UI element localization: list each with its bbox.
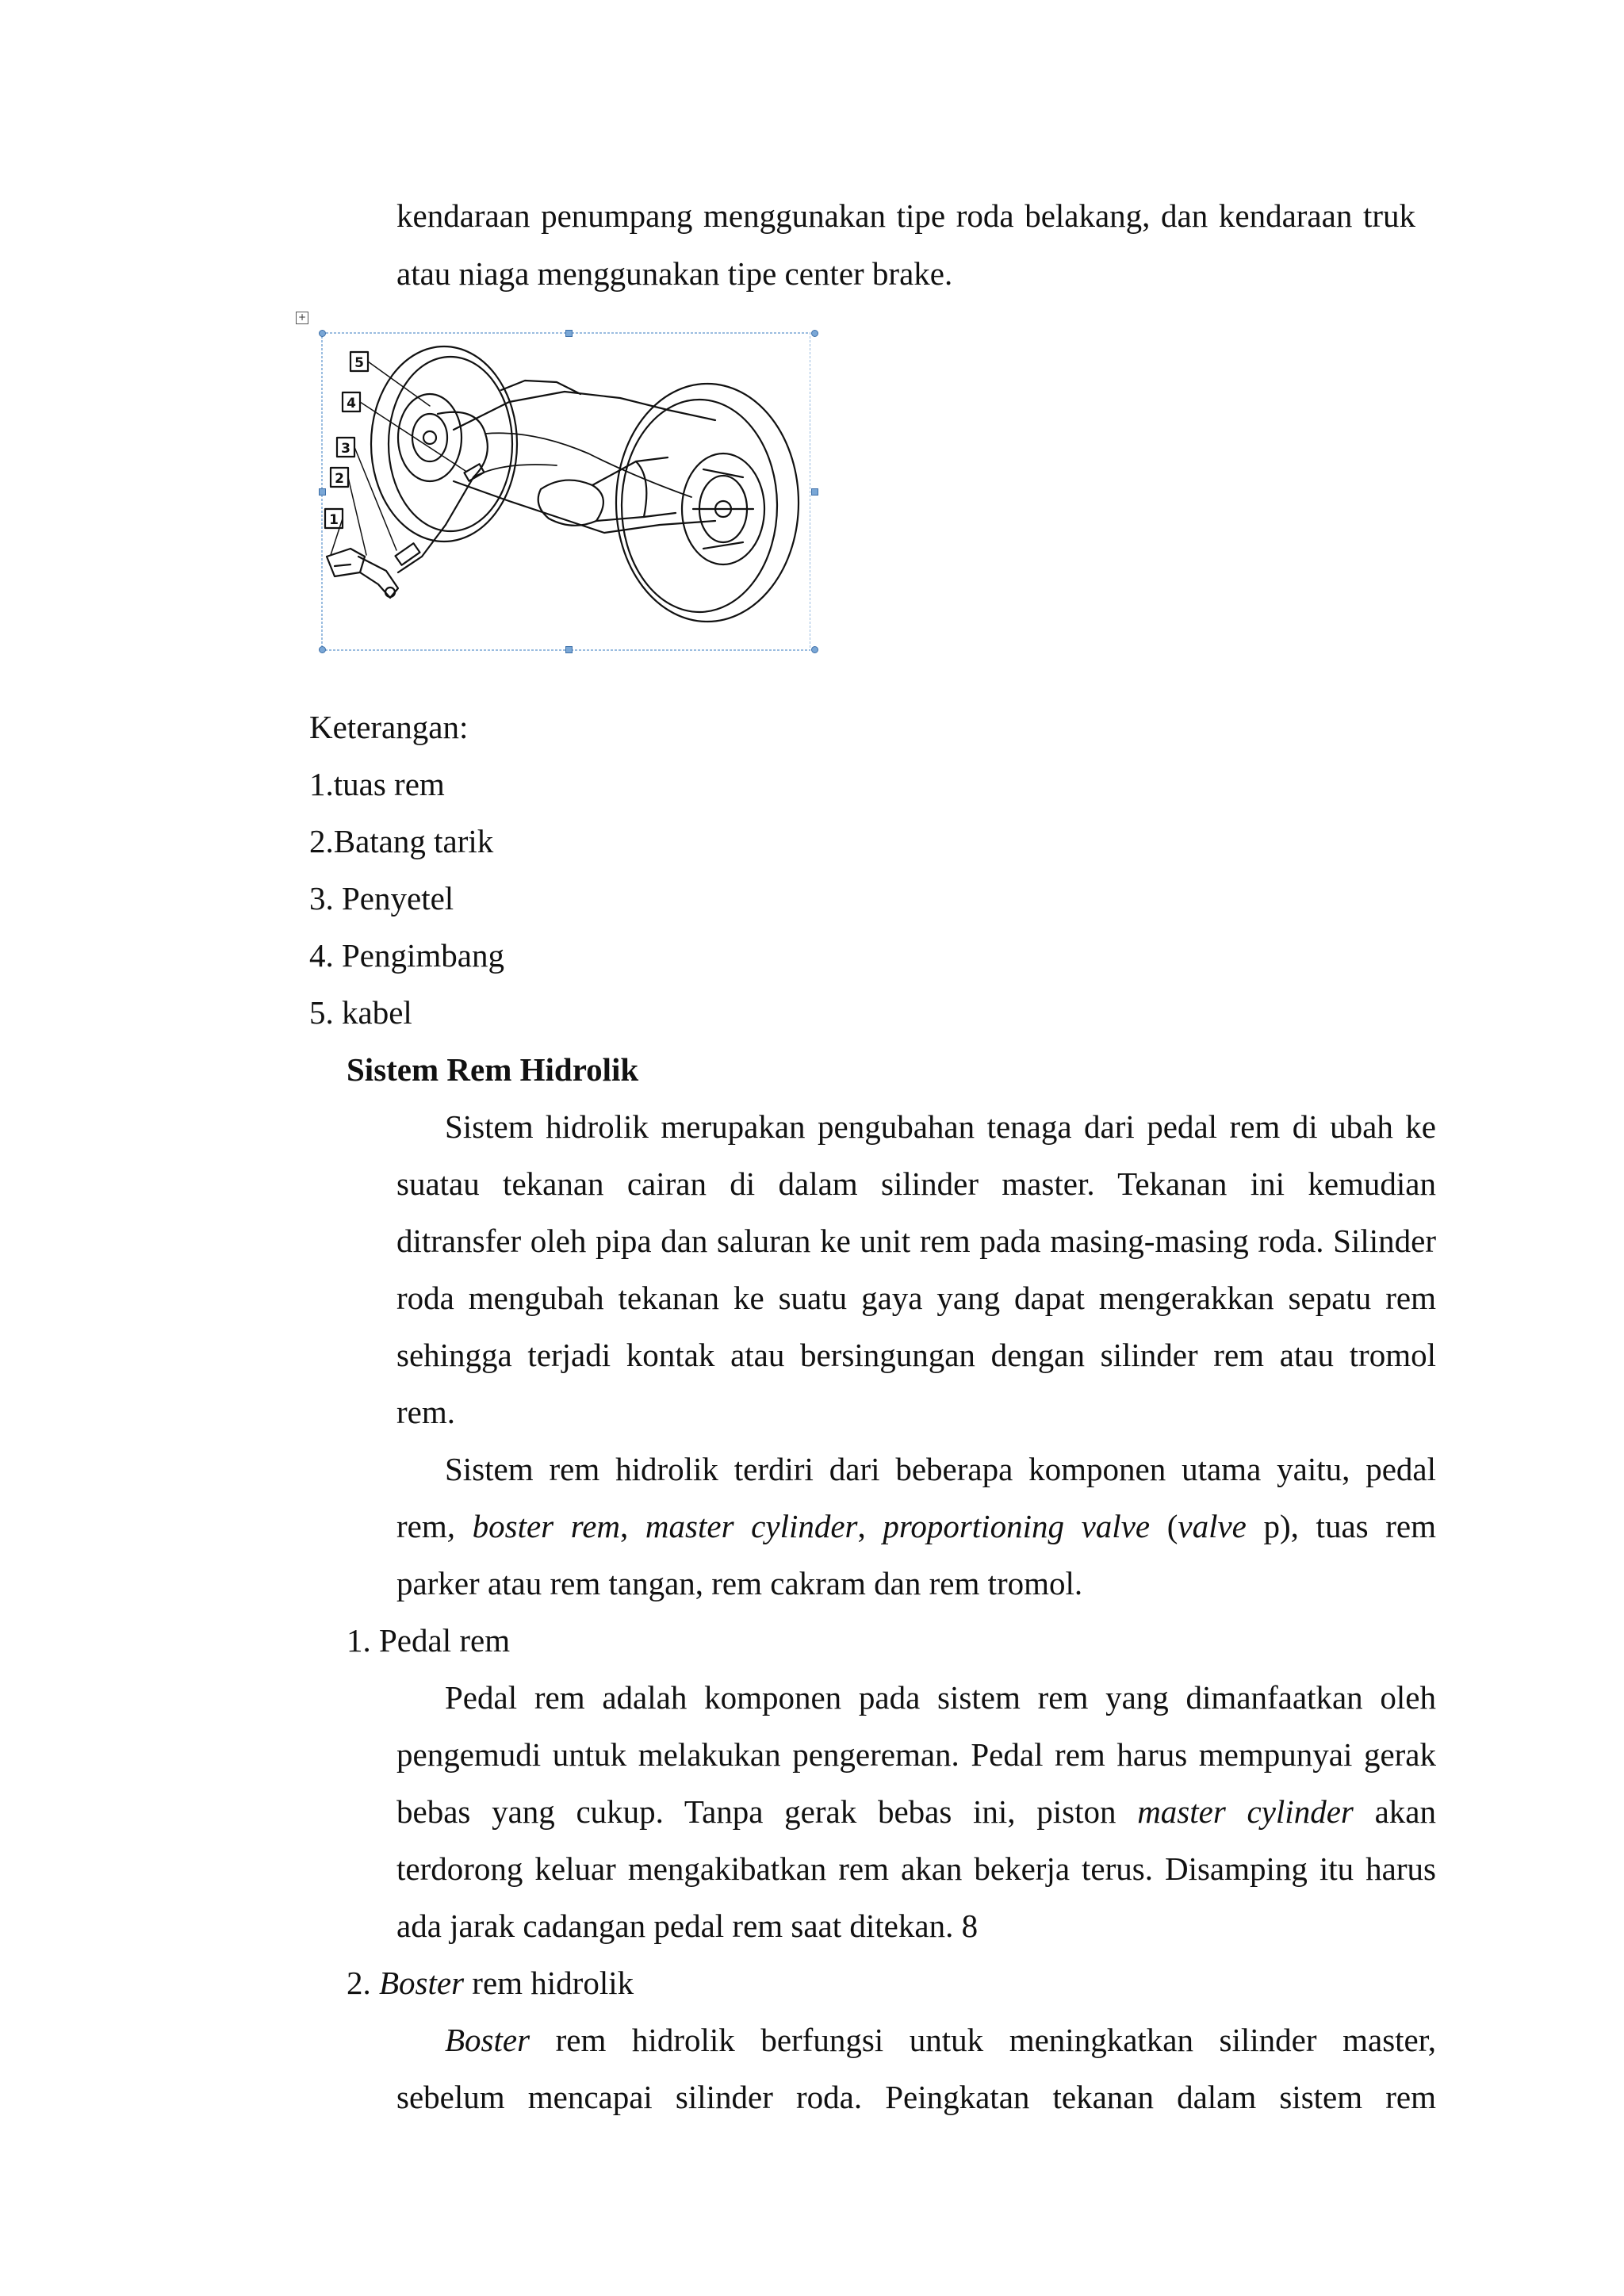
para2-term-valve: valve <box>1178 1508 1247 1544</box>
para2-text: , <box>446 1508 473 1544</box>
callout-5: 5 <box>354 355 364 371</box>
item2-heading <box>347 1963 634 2003</box>
resize-handle-top-left[interactable] <box>319 330 326 337</box>
resize-handle-bottom-left[interactable] <box>319 646 326 653</box>
legend-item-5: 5. kabel <box>309 994 412 1031</box>
para2-term-boster: boster rem <box>472 1508 621 1544</box>
para2-line-1: Sistem rem hidrolik terdiri dari beberapa komponen utama yaitu, pedal <box>445 1451 1436 1487</box>
para2-text: p), tuas rem <box>1246 1508 1436 1544</box>
para2-line-2 <box>396 1506 1436 1546</box>
item2-line-2: sebelum mencapai silinder roda. Peingkatan tekanan dalam sistem rem <box>396 2079 1436 2115</box>
para1-line-4: roda mengubah tekanan ke suatu gaya yang dapat mengerakkan sepatu rem <box>396 1280 1436 1316</box>
item2-heading-rest: rem hidrolik <box>464 1965 634 2001</box>
callout-2: 2 <box>335 471 344 487</box>
resize-handle-bottom[interactable] <box>565 646 573 653</box>
item2-line-1 <box>445 2020 1436 2060</box>
item2-term-boster: Boster <box>445 2022 530 2058</box>
para2-text: , <box>857 1508 883 1544</box>
legend-title: Keterangan: <box>309 709 469 745</box>
item1-line-3 <box>396 1792 1436 1831</box>
callout-1: 1 <box>329 512 339 528</box>
para1-line-5: sehingga terjadi kontak atau bersingungan dengan silinder rem atau tromol <box>396 1337 1436 1373</box>
item1-term-master-cylinder: master cylinder <box>1137 1793 1354 1830</box>
resize-handle-left[interactable] <box>319 488 326 496</box>
resize-handle-top[interactable] <box>565 330 573 337</box>
item2-text: rem hidrolik berfungsi untuk meningkatkan silinder master, <box>530 2022 1436 2058</box>
item1-heading: 1. Pedal rem <box>347 1622 511 1659</box>
resize-handle-top-right[interactable] <box>811 330 818 337</box>
callout-4: 4 <box>347 396 356 411</box>
resize-handle-bottom-right[interactable] <box>811 646 818 653</box>
legend-item-3: 3. Penyetel <box>309 880 454 916</box>
item1-line-4: terdorong keluar mengakibatkan rem akan bekerja terus. Disamping itu harus <box>396 1850 1436 1887</box>
para2-text: ( <box>1150 1508 1178 1544</box>
para2-term-proportioning-valve: proportioning valve <box>883 1508 1151 1544</box>
move-handle-icon[interactable]: + <box>296 312 308 324</box>
intro-line-2: atau niaga menggunakan tipe center brake. <box>396 255 953 292</box>
para2-term-master-cylinder: master cylinder <box>645 1508 858 1544</box>
legend-item-1: 1.tuas rem <box>309 766 445 802</box>
item2-heading-term: Boster <box>379 1965 465 2001</box>
para1-line-6: rem. <box>396 1394 455 1430</box>
para1-line-1: Sistem hidrolik merupakan pengubahan tenaga dari pedal rem di ubah ke <box>445 1108 1436 1145</box>
parking-brake-linkage-diagram-icon <box>303 319 810 683</box>
para2-line-3: parker atau rem tangan, rem cakram dan rem tromol. <box>396 1565 1083 1601</box>
item1-line-2: pengemudi untuk melakukan pengereman. Pedal rem harus mempunyai gerak <box>396 1736 1436 1773</box>
legend-item-2: 2.Batang tarik <box>309 823 494 859</box>
para1-line-2: suatau tekanan cairan di dalam silinder master. Tekanan ini kemudian <box>396 1165 1436 1202</box>
para1-line-3: ditransfer oleh pipa dan saluran ke unit rem pada masing-masing roda. Silinder <box>396 1223 1436 1259</box>
intro-line-1: kendaraan penumpang menggunakan tipe roda belakang, dan kendaraan truk <box>396 197 1415 234</box>
item1-text: akan <box>1353 1793 1436 1830</box>
para2-text: rem <box>396 1508 447 1544</box>
brake-diagram-figure[interactable] <box>303 319 810 683</box>
para2-text: , <box>620 1508 645 1544</box>
item2-heading-num: 2. <box>347 1965 379 2001</box>
resize-handle-right[interactable] <box>811 488 818 496</box>
item1-line-5: ada jarak cadangan pedal rem saat ditekan. 8 <box>396 1908 979 1944</box>
legend-item-4: 4. Pengimbang <box>309 937 504 974</box>
callout-3: 3 <box>341 441 350 457</box>
section-heading: Sistem Rem Hidrolik <box>347 1051 639 1088</box>
item1-text: bebas yang cukup. Tanpa gerak bebas ini, piston <box>396 1793 1138 1830</box>
item1-line-1: Pedal rem adalah komponen pada sistem rem yang dimanfaatkan oleh <box>445 1679 1436 1716</box>
